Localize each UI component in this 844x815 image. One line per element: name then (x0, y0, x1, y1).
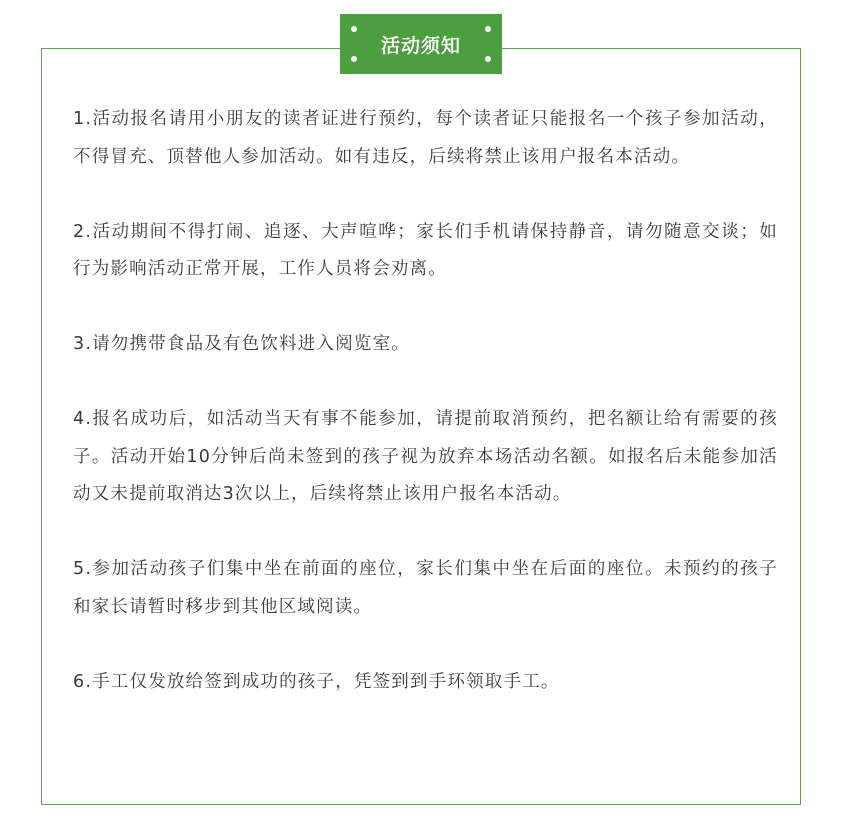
decor-dot-icon (485, 26, 491, 32)
notice-item-2: 2.活动期间不得打闹、追逐、大声喧哗；家长们手机请保持静音，请勿随意交谈；如行为影响活动正常开展，工作人员将会劝离。 (73, 221, 778, 279)
notice-item-3: 3.请勿携带食品及有色饮料进入阅览室。 (73, 334, 410, 354)
decor-dot-icon (351, 56, 357, 62)
notice-item-5: 5.参加活动孩子们集中坐在前面的座位，家长们集中坐在后面的座位。未预约的孩子和家长请暂时移步到其他区域阅读。 (73, 559, 778, 617)
notice-title: 活动须知 (380, 34, 461, 57)
notice-list (73, 101, 778, 701)
notice-item-4: 4.报名成功后，如活动当天有事不能参加，请提前取消预约，把名额让给有需要的孩子。活动开始10分钟后尚未签到的孩子视为放弃本场活动名额。如报名后未能参加活动又未提前取消达3次以上，后续将禁止该用户报名本活动。 (73, 409, 778, 504)
decor-dot-icon (485, 56, 491, 62)
decor-dot-icon (351, 26, 357, 32)
notice-item-6: 6.手工仅发放给签到成功的孩子，凭签到到手环领取手工。 (73, 671, 560, 692)
notice-item-1: 1.活动报名请用小朋友的读者证进行预约，每个读者证只能报名一个孩子参加活动，不得冒充、顶替他人参加活动。如有违反，后续将禁止该用户报名本活动。 (73, 109, 778, 167)
title-badge (340, 14, 502, 74)
